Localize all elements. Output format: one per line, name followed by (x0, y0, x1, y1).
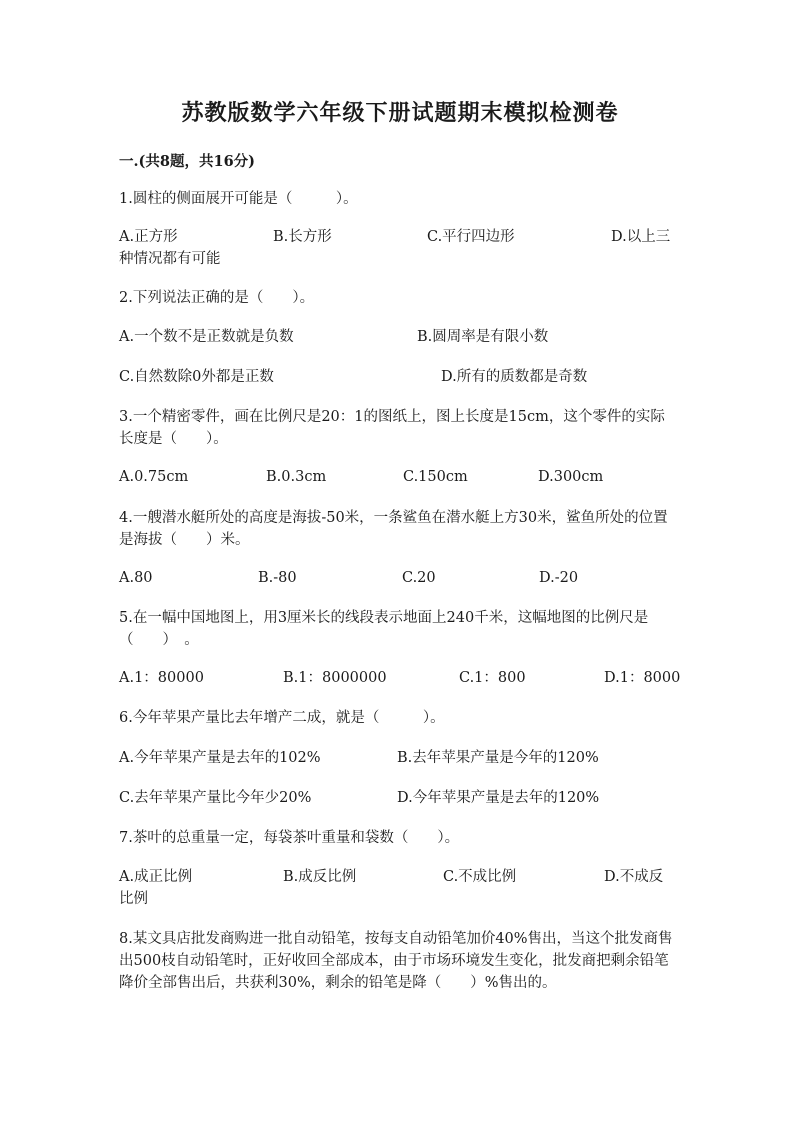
question-5-options (119, 667, 679, 689)
option-c: C.去年苹果产量比今年少20% (119, 790, 312, 806)
question-1-options (119, 226, 679, 248)
page-title: 苏教版数学六年级下册试题期末模拟检测卷 (181, 100, 619, 126)
question-6-options-row-1 (119, 747, 679, 769)
option-b: B.-80 (258, 570, 297, 586)
option-b: B.0.3cm (266, 469, 327, 485)
option-c: C.不成比例 (443, 869, 517, 885)
question-5: 5.在一幅中国地图上，用3厘米长的线段表示地面上240千米，这幅地图的比例尺是（ ） 。 (119, 610, 649, 648)
option-d: D.1：8000 (604, 670, 681, 686)
option-c: C.平行四边形 (427, 229, 515, 245)
option-c: C.150cm (403, 469, 468, 485)
option-d: D.-20 (539, 570, 579, 586)
question-2-options-row-2 (119, 366, 679, 388)
question-7: 7.茶叶的总重量一定，每袋茶叶重量和袋数（ ）。 (119, 830, 460, 846)
option-a: A.1：80000 (119, 670, 204, 686)
option-d: D.今年苹果产量是去年的120% (397, 790, 600, 806)
question-3: 3.一个精密零件，画在比例尺是20：1的图纸上，图上长度是15cm，这个零件的实际长度是（ ）。 (119, 409, 665, 447)
option-a: A.成正比例 (119, 869, 193, 885)
option-d-continued: 种情况都有可能 (119, 251, 221, 267)
option-c: C.1：800 (459, 670, 526, 686)
option-c: C.20 (402, 570, 436, 586)
question-6-options-row-2 (119, 787, 679, 809)
question-3-options (119, 466, 679, 488)
option-d: D.300cm (538, 469, 604, 485)
question-7-options (119, 866, 679, 888)
option-a: A.一个数不是正数就是负数 (119, 329, 294, 345)
option-d: D.所有的质数都是奇数 (441, 369, 588, 385)
question-4: 4.一艘潜水艇所处的高度是海拔-50米，一条鲨鱼在潜水艇上方30米，鲨鱼所处的位置是海拔（ ）米。 (119, 510, 668, 548)
question-2-options-row-1 (119, 326, 679, 348)
question-4-options (119, 567, 679, 589)
option-a: A.今年苹果产量是去年的102% (119, 750, 321, 766)
option-c: C.自然数除0外都是正数 (119, 369, 274, 385)
option-d-continued: 比例 (119, 891, 148, 907)
question-1: 1.圆柱的侧面展开可能是（ ）。 (119, 191, 358, 207)
option-a: A.正方形 (119, 229, 178, 245)
option-d: D.以上三 (611, 229, 671, 245)
question-8: 8.某文具店批发商购进一批自动铅笔，按每支自动铅笔加价40%售出，当这个批发商售出500枝自动铅笔时，正好收回全部成本，由于市场环境发生变化，批发商把剩余铅笔降价全部售出后，共获利30%，剩余的铅笔是降（ ）%售出的。 (119, 931, 673, 991)
option-b: B.长方形 (273, 229, 332, 245)
option-d: D.不成反 (604, 869, 664, 885)
option-b: B.去年苹果产量是今年的120% (397, 750, 599, 766)
section-heading: 一.(共8题，共16分) (119, 153, 256, 170)
option-b: B.成反比例 (283, 869, 357, 885)
option-a: A.0.75cm (119, 469, 189, 485)
option-b: B.圆周率是有限小数 (417, 329, 549, 345)
question-2: 2.下列说法正确的是（ ）。 (119, 290, 315, 306)
option-b: B.1：8000000 (283, 670, 387, 686)
question-6: 6.今年苹果产量比去年增产二成，就是（ ）。 (119, 710, 445, 726)
option-a: A.80 (119, 570, 153, 586)
